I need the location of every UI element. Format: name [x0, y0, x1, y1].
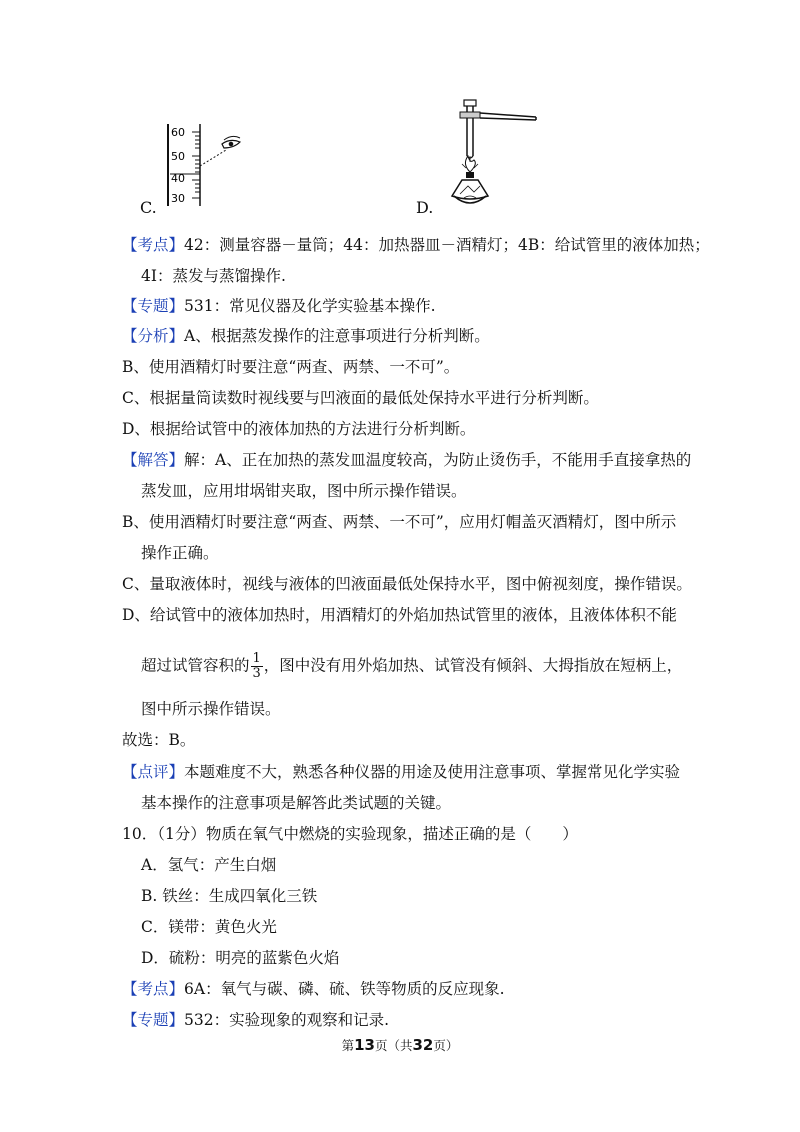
figure-c-label: C.: [140, 198, 157, 217]
figure-d: [440, 98, 550, 214]
jieda-line-a2: 蒸发皿，应用坩埚钳夹取，图中所示操作错误。: [141, 482, 467, 500]
fenxi-line-b: B、使用酒精灯时要注意“两查、两禁、一不可”。: [122, 358, 460, 376]
question-10-option-a: A．氢气：产生白烟: [141, 856, 277, 874]
kaodian-text: 42：测量容器－量筒；44：加热器皿－酒精灯；4B：给试管里的液体加热；: [184, 236, 710, 254]
footer-total-pages: 32: [412, 1036, 434, 1054]
question-10-option-c: C．镁带：黄色火光: [141, 918, 277, 936]
jieda-d2-pre: 超过试管容积的: [141, 656, 250, 675]
jieda-line-b1: B、使用酒精灯时要注意“两查、两禁、一不可”，应用灯帽盖灭酒精灯，图中所示: [122, 513, 677, 531]
q10-kaodian-text: 6A：氧气与碳、磷、硫、铁等物质的反应现象.: [184, 980, 505, 998]
dianping-tag: 【点评】: [122, 763, 185, 781]
graduated-cylinder-figure: [160, 118, 260, 208]
figure-d-label: D.: [416, 198, 434, 217]
question-10-option-b: B. 铁丝：生成四氧化三铁: [141, 887, 318, 905]
fenxi-line-c: C、根据量筒读数时视线要与凹液面的最低处保持水平进行分析判断。: [122, 389, 599, 407]
dianping-line-1: [122, 762, 680, 782]
jieda-a1-text: 解：A、正在加热的蒸发皿温度较高，为防止烫伤手，不能用手直接拿热的: [184, 451, 692, 469]
eye-icon: [222, 136, 240, 148]
kaodian-line-1: [122, 235, 710, 255]
fenxi-tag: 【分析】: [122, 327, 185, 345]
dianping-line-2: 基本操作的注意事项是解答此类试题的关键。: [141, 794, 452, 812]
tick-60: 60: [171, 126, 185, 139]
question-10-option-d: D．硫粉：明亮的蓝紫色火焰: [141, 949, 340, 967]
kaodian-line-2: 4I：蒸发与蒸馏操作.: [141, 267, 286, 285]
question-10-stem: 10．（1分）物质在氧气中燃烧的实验现象，描述正确的是（ ）: [122, 825, 578, 843]
figure-c: [160, 118, 260, 208]
jieda-line-c: C、量取液体时，视线与液体的凹液面最低处保持水平，图中俯视刻度，操作错误。: [122, 575, 692, 593]
jieda-line-d1: D、给试管中的液体加热时，用酒精灯的外焰加热试管里的液体，且液体体积不能: [122, 606, 677, 624]
fenxi-line-a: [122, 326, 490, 346]
jieda-d2-post: ，图中没有用外焰加热、试管没有倾斜、大拇指放在短柄上，: [263, 656, 683, 675]
q10-kaodian-line: [122, 979, 505, 999]
jieda-line-d2: [141, 652, 682, 681]
footer-mid: 页（共: [374, 1038, 413, 1053]
tick-50: 50: [171, 150, 185, 163]
fenxi-a-text: A、根据蒸发操作的注意事项进行分析判断。: [184, 327, 490, 345]
zhuanti-line: [122, 296, 436, 316]
tick-40: 40: [171, 172, 185, 185]
page-footer: [0, 1036, 800, 1054]
zhuanti-text: 531：常见仪器及化学实验基本操作.: [184, 297, 436, 315]
footer-pre: 第: [341, 1038, 355, 1053]
dianping-text-1: 本题难度不大，熟悉各种仪器的用途及使用注意事项、掌握常见化学实验: [184, 763, 681, 781]
tick-30: 30: [171, 192, 185, 205]
fenxi-line-d: D、根据给试管中的液体加热的方法进行分析判断。: [122, 420, 476, 438]
fraction-numerator: 1: [252, 651, 261, 666]
zhuanti-tag: 【专题】: [122, 297, 185, 315]
q10-kaodian-tag: 【考点】: [122, 980, 185, 998]
answer-line: 故选：B。: [122, 731, 196, 749]
jieda-line-b2: 操作正确。: [141, 544, 219, 562]
footer-post: 页）: [433, 1038, 459, 1053]
kaodian-tag: 【考点】: [122, 236, 185, 254]
q10-zhuanti-line: [122, 1010, 389, 1030]
footer-page-number: 13: [354, 1036, 375, 1054]
alcohol-lamp-figure: [440, 98, 550, 214]
jieda-tag: 【解答】: [122, 451, 185, 469]
fraction-denominator: 3: [252, 666, 261, 681]
q10-zhuanti-text: 532：实验现象的观察和记录.: [184, 1011, 390, 1029]
flame-icon: [462, 156, 478, 172]
fraction-one-third: [251, 652, 263, 681]
jieda-line-d3: 图中所示操作错误。: [141, 700, 281, 718]
jieda-line-a1: [122, 450, 691, 470]
q10-zhuanti-tag: 【专题】: [122, 1011, 185, 1029]
